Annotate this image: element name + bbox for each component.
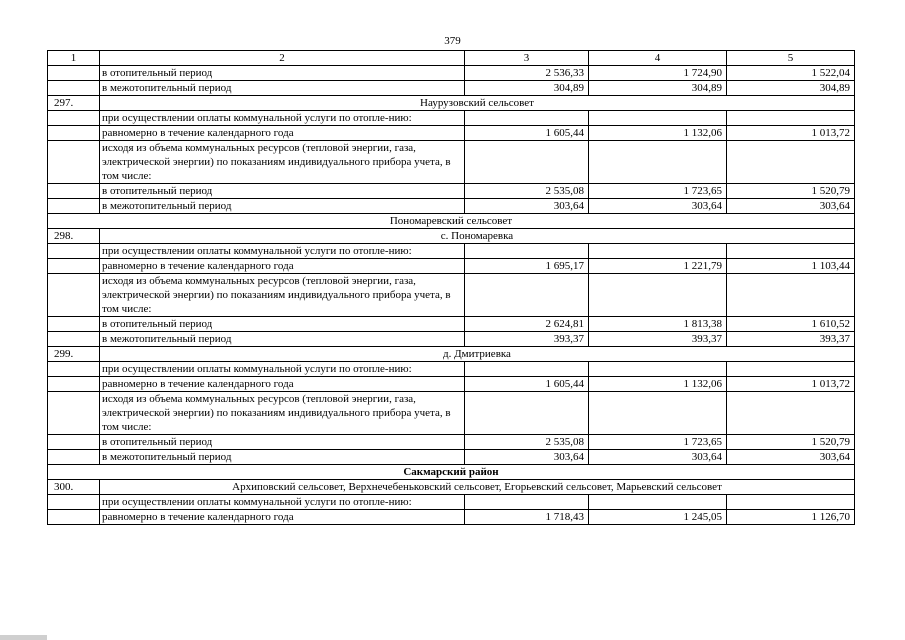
- row-label: исходя из объема коммунальных ресурсов (тепловой энергии, газа, электрической энергии) по показаниям индивидуального прибора учета, в том числе:: [100, 392, 465, 435]
- value-col-4: 1 245,05: [589, 510, 727, 525]
- value-col-5: 1 520,79: [727, 435, 855, 450]
- row-label: равномерно в течение календарного года: [100, 377, 465, 392]
- table-row: [48, 81, 855, 96]
- table-row: [48, 377, 855, 392]
- table-row: [48, 332, 855, 347]
- item-heading-row: [48, 480, 855, 495]
- value-col-5: 393,37: [727, 332, 855, 347]
- value-col-4: 1 813,38: [589, 317, 727, 332]
- table-row: [48, 199, 855, 214]
- value-col-3: 1 605,44: [465, 377, 589, 392]
- row-label: равномерно в течение календарного года: [100, 259, 465, 274]
- value-col-3: [465, 274, 589, 317]
- value-col-5: 304,89: [727, 81, 855, 96]
- value-col-5: 1 013,72: [727, 126, 855, 141]
- value-col-3: 2 535,08: [465, 435, 589, 450]
- table-row: [48, 495, 855, 510]
- item-heading-row: [48, 96, 855, 111]
- value-col-4: [589, 495, 727, 510]
- item-title: с. Пономаревка: [100, 229, 855, 244]
- value-col-4: [589, 392, 727, 435]
- table-row: [48, 111, 855, 126]
- table-row: [48, 126, 855, 141]
- item-number: [48, 199, 100, 214]
- row-label: исходя из объема коммунальных ресурсов (тепловой энергии, газа, электрической энергии) по показаниям индивидуального прибора учета, в том числе:: [100, 274, 465, 317]
- item-number: 298.: [48, 229, 100, 244]
- value-col-3: 304,89: [465, 81, 589, 96]
- item-number: [48, 495, 100, 510]
- value-col-3: [465, 362, 589, 377]
- value-col-4: 1 723,65: [589, 435, 727, 450]
- item-number: [48, 510, 100, 525]
- value-col-4: 304,89: [589, 81, 727, 96]
- item-number: [48, 435, 100, 450]
- item-number: [48, 362, 100, 377]
- value-col-4: 303,64: [589, 450, 727, 465]
- table-row: [48, 259, 855, 274]
- row-label: в межотопительный период: [100, 81, 465, 96]
- table-row: [48, 184, 855, 199]
- item-number: [48, 274, 100, 317]
- table-row: [48, 274, 855, 317]
- value-col-5: 1 610,52: [727, 317, 855, 332]
- header-cell: 5: [727, 51, 855, 66]
- item-number: 297.: [48, 96, 100, 111]
- row-label: при осуществлении оплаты коммунальной услуги по отопле-нию:: [100, 362, 465, 377]
- item-number: [48, 126, 100, 141]
- value-col-3: 303,64: [465, 450, 589, 465]
- value-col-5: [727, 392, 855, 435]
- value-col-4: [589, 274, 727, 317]
- header-cell: 3: [465, 51, 589, 66]
- item-number: 300.: [48, 480, 100, 495]
- table-row: [48, 435, 855, 450]
- item-heading-row: [48, 347, 855, 362]
- item-number: [48, 317, 100, 332]
- row-label: при осуществлении оплаты коммунальной услуги по отопле-нию:: [100, 244, 465, 259]
- value-col-4: 1 132,06: [589, 377, 727, 392]
- value-col-5: 1 522,04: [727, 66, 855, 81]
- row-label: при осуществлении оплаты коммунальной услуги по отопле-нию:: [100, 495, 465, 510]
- item-title: Наурузовский сельсовет: [100, 96, 855, 111]
- item-title: д. Дмитриевка: [100, 347, 855, 362]
- value-col-3: 393,37: [465, 332, 589, 347]
- value-col-5: [727, 495, 855, 510]
- table-row: [48, 510, 855, 525]
- item-number: [48, 377, 100, 392]
- value-col-3: 2 536,33: [465, 66, 589, 81]
- item-number: [48, 392, 100, 435]
- value-col-5: [727, 274, 855, 317]
- value-col-3: 1 605,44: [465, 126, 589, 141]
- value-col-5: [727, 141, 855, 184]
- header-cell: 4: [589, 51, 727, 66]
- value-col-4: 393,37: [589, 332, 727, 347]
- value-col-3: 1 718,43: [465, 510, 589, 525]
- item-number: [48, 81, 100, 96]
- value-col-4: 1 221,79: [589, 259, 727, 274]
- tariff-table: [47, 50, 855, 525]
- item-heading-row: [48, 229, 855, 244]
- value-col-5: 303,64: [727, 199, 855, 214]
- value-col-3: [465, 495, 589, 510]
- value-col-4: 1 132,06: [589, 126, 727, 141]
- table-row: [48, 362, 855, 377]
- item-number: 299.: [48, 347, 100, 362]
- value-col-4: [589, 244, 727, 259]
- item-number: [48, 332, 100, 347]
- item-number: [48, 66, 100, 81]
- row-label: равномерно в течение календарного года: [100, 126, 465, 141]
- value-col-4: [589, 362, 727, 377]
- section-title: Пономаревский сельсовет: [48, 214, 855, 229]
- item-number: [48, 184, 100, 199]
- value-col-3: 1 695,17: [465, 259, 589, 274]
- item-number: [48, 141, 100, 184]
- section-row: [48, 465, 855, 480]
- table-row: [48, 244, 855, 259]
- value-col-4: [589, 111, 727, 126]
- value-col-5: [727, 111, 855, 126]
- row-label: в отопительный период: [100, 317, 465, 332]
- value-col-4: 1 724,90: [589, 66, 727, 81]
- row-label: в межотопительный период: [100, 332, 465, 347]
- value-col-5: [727, 244, 855, 259]
- row-label: при осуществлении оплаты коммунальной услуги по отопле-нию:: [100, 111, 465, 126]
- header-cell: 2: [100, 51, 465, 66]
- item-number: [48, 259, 100, 274]
- header-row: [48, 51, 855, 66]
- value-col-5: 1 520,79: [727, 184, 855, 199]
- item-number: [48, 450, 100, 465]
- value-col-4: 303,64: [589, 199, 727, 214]
- row-label: в межотопительный период: [100, 450, 465, 465]
- value-col-3: [465, 111, 589, 126]
- row-label: равномерно в течение календарного года: [100, 510, 465, 525]
- section-title: Сакмарский район: [48, 465, 855, 480]
- value-col-5: [727, 362, 855, 377]
- table-row: [48, 450, 855, 465]
- header-cell: 1: [48, 51, 100, 66]
- value-col-3: 2 624,81: [465, 317, 589, 332]
- value-col-3: [465, 141, 589, 184]
- value-col-4: 1 723,65: [589, 184, 727, 199]
- value-col-5: 1 126,70: [727, 510, 855, 525]
- value-col-4: [589, 141, 727, 184]
- table-row: [48, 392, 855, 435]
- row-label: исходя из объема коммунальных ресурсов (тепловой энергии, газа, электрической энергии) по показаниям индивидуального прибора учета, в том числе:: [100, 141, 465, 184]
- value-col-3: 2 535,08: [465, 184, 589, 199]
- section-row: [48, 214, 855, 229]
- value-col-3: [465, 392, 589, 435]
- row-label: в межотопительный период: [100, 199, 465, 214]
- value-col-3: 303,64: [465, 199, 589, 214]
- row-label: в отопительный период: [100, 435, 465, 450]
- value-col-3: [465, 244, 589, 259]
- table-row: [48, 141, 855, 184]
- value-col-5: 303,64: [727, 450, 855, 465]
- item-title: Архиповский сельсовет, Верхнечебеньковский сельсовет, Егорьевский сельсовет, Марьевский сельсовет: [100, 480, 855, 495]
- item-number: [48, 111, 100, 126]
- page-edge-strip: [0, 635, 47, 640]
- value-col-5: 1 013,72: [727, 377, 855, 392]
- value-col-5: 1 103,44: [727, 259, 855, 274]
- row-label: в отопительный период: [100, 184, 465, 199]
- row-label: в отопительный период: [100, 66, 465, 81]
- table-row: [48, 66, 855, 81]
- item-number: [48, 244, 100, 259]
- table-row: [48, 317, 855, 332]
- page-number: 379: [444, 35, 461, 47]
